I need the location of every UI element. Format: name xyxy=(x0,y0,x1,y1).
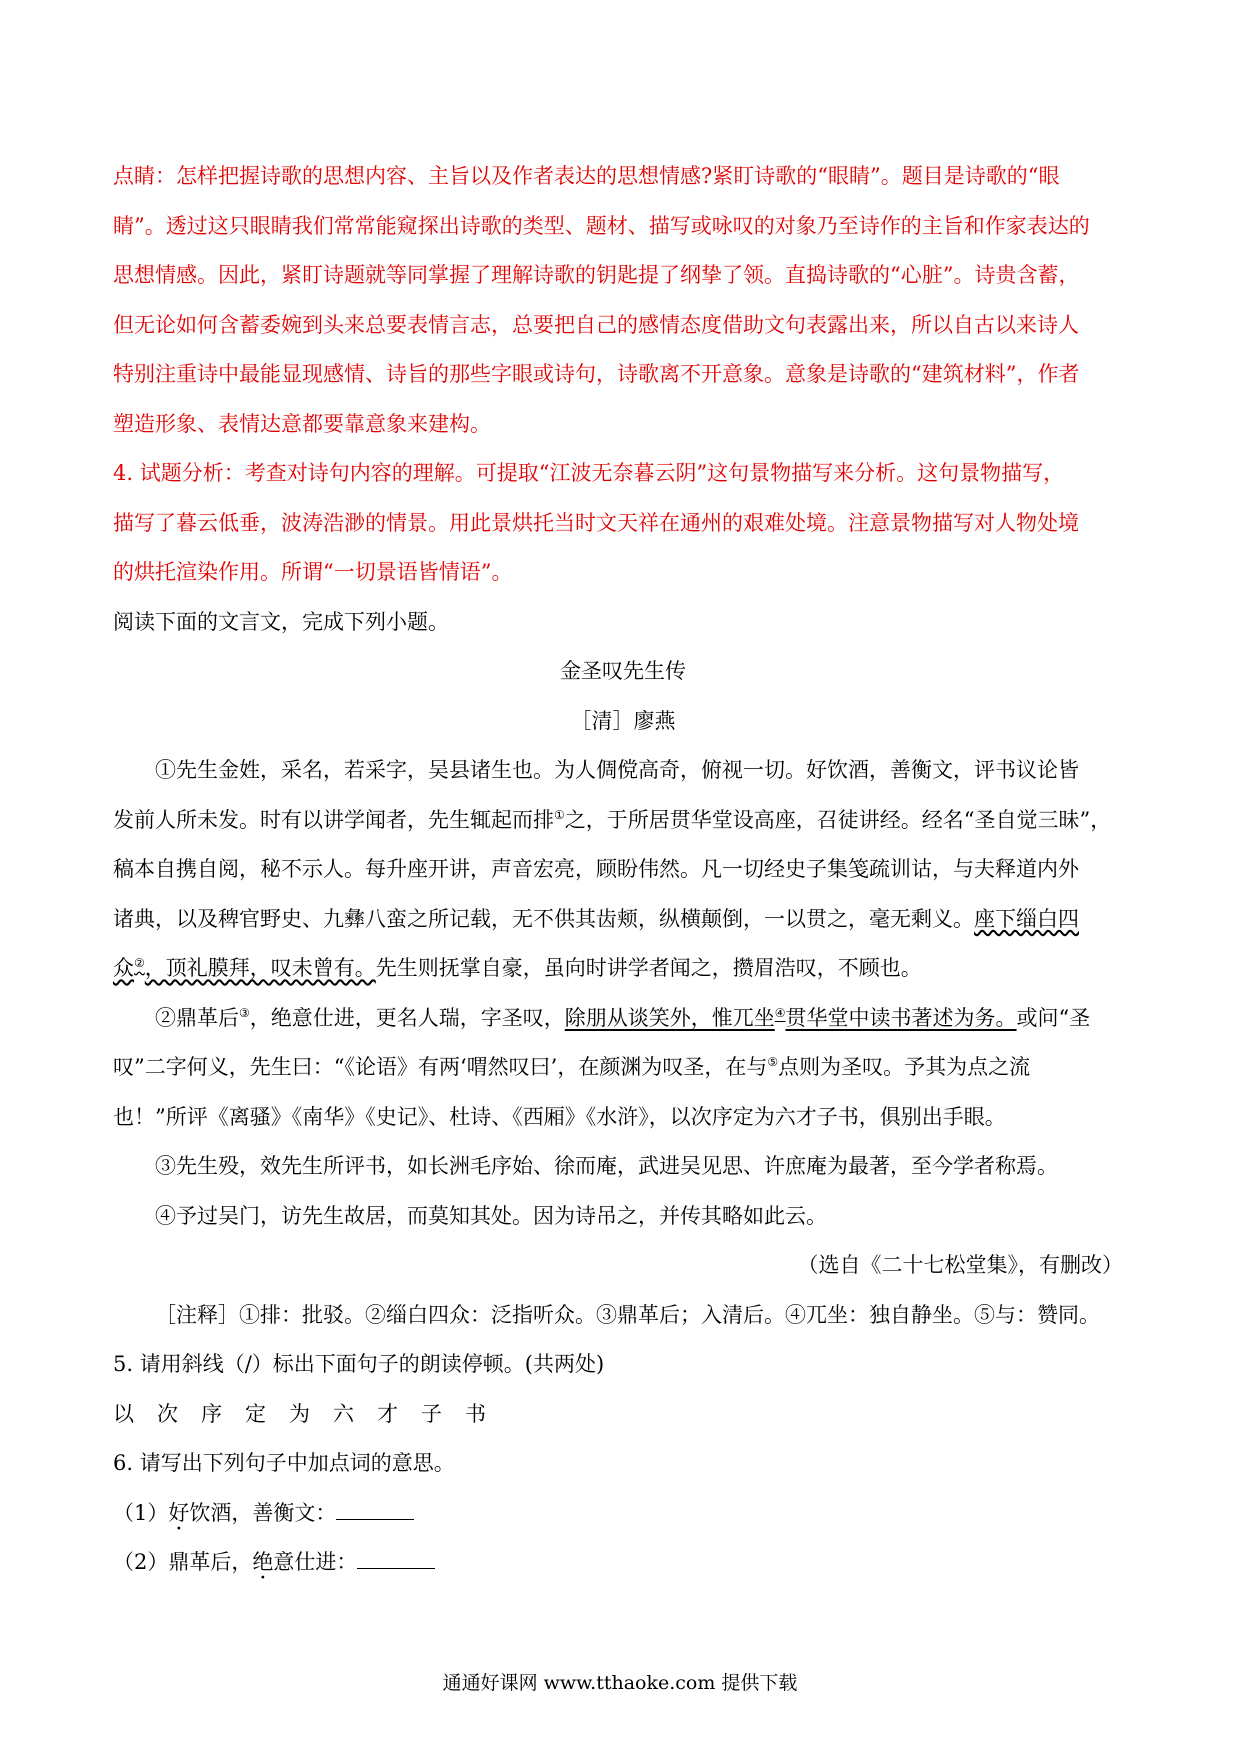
answer-blank[interactable] xyxy=(357,1550,435,1569)
para2-text: ，绝意仕进，更名人瑞，字圣叹， xyxy=(249,1005,565,1030)
q5-char: 次 xyxy=(157,1401,178,1426)
answer-blank[interactable] xyxy=(336,1501,414,1520)
analysis-q3-line-5: 特别注重诗中最能显现感情、诗旨的那些字眼或诗句，诗歌离不开意象。意象是诗歌的“建筑材料”，作者 xyxy=(113,362,1080,386)
passage-author: ［清］廖燕 xyxy=(570,708,676,733)
passage-title: 金圣叹先生传 xyxy=(560,659,686,683)
q5-char: 书 xyxy=(465,1401,486,1426)
analysis-q3-line-4: 但无论如何含蓄委婉到头来总要表情言志，总要把自己的感情态度借助文句表露出来，所以自古以来诗人 xyxy=(113,312,1079,337)
underlined-sentence: 贯华堂中读书著述为务。 xyxy=(785,1005,1017,1030)
analysis-q4-line-2: 描写了暮云低垂，波涛浩渺的情景。用此景烘托当时文天祥在通州的艰难处境。注意景物描写对人物处境 xyxy=(113,510,1079,535)
passage-notes: ［注释］①排：批驳。②缁白四众：泛指听众。③鼎革后；入清后。④兀坐：独自静坐。⑤与：赞同。 xyxy=(155,1302,1100,1327)
analysis-q3-line-3: 思想情感。因此，紧盯诗题就等同掌握了理解诗歌的钥匙提了纲挚了领。直捣诗歌的“心脏”。诗贵含蓄， xyxy=(113,263,1080,287)
q5-char: 定 xyxy=(245,1401,266,1426)
para2-text: 或问“圣 xyxy=(1016,1005,1091,1030)
para2-text: 点则为圣叹。予其为点之流 xyxy=(778,1055,1031,1079)
q6-item-number: （1） xyxy=(113,1500,169,1525)
para2-line-1 xyxy=(113,994,1133,1044)
question-6-item-2 xyxy=(113,1538,1133,1588)
para1-line-5 xyxy=(113,944,1133,994)
analysis-q3-line-1: 点睛：怎样把握诗歌的思想内容、主旨以及作者表达的思想情感?紧盯诗歌的“眼睛”。题目是诗歌的“眼 xyxy=(113,164,1060,188)
para1-text: 之，于所居贯华堂设高座，召徒讲经。经名“圣自觉三昧”， xyxy=(564,807,1112,832)
para1-line-1: ①先生金姓，采名，若采字，吴县诸生也。为人倜傥高奇，俯视一切。好饮酒，善衡文，评书议论皆 xyxy=(155,758,1079,782)
para2-text: ②鼎革后 xyxy=(155,1005,239,1030)
para1-line-3: 稿本自携自阅，秘不示人。每升座开讲，声音宏亮，顾盼伟然。凡一切经史子集笺疏训诂，与夫释道内外 xyxy=(113,857,1079,881)
dotted-word: 绝 xyxy=(252,1550,274,1574)
question-5-sentence xyxy=(113,1390,1133,1440)
q5-char: 以 xyxy=(113,1401,134,1426)
q6-item-text: （2）鼎革后， xyxy=(113,1550,253,1574)
analysis-q4-line-1: 4. 试题分析：考查对诗句内容的理解。可提取“江波无奈暮云阴”这句景物描写来分析。这句景物描写， xyxy=(113,461,1065,485)
analysis-q3-line-2: 睛”。透过这只眼睛我们常常能窥探出诗歌的类型、题材、描写或咏叹的对象乃至诗作的主旨和作家表达的 xyxy=(113,213,1090,238)
analysis-q3-line-6: 塑造形象、表情达意都要靠意象来建构。 xyxy=(113,411,491,436)
document-page xyxy=(113,152,1133,1588)
reading-instruction: 阅读下面的文言文，完成下列小题。 xyxy=(113,609,449,634)
page-footer: 通通好课网 www.tthaoke.com 提供下载 xyxy=(442,1672,798,1694)
passage-paragraph-4: ④予过吴门，访先生故居，而莫知其处。因为诗吊之，并传其略如此云。 xyxy=(155,1203,827,1228)
wavy-underlined-sentence: ，顶礼膜拜，叹未曾有。 xyxy=(144,956,376,980)
question-5-prompt: 5. 请用斜线（/）标出下面句子的朗读停顿。(共两处) xyxy=(113,1352,605,1376)
para2-line-2 xyxy=(113,1043,1133,1093)
note-ref-5: ⑤ xyxy=(767,1055,779,1069)
passage-source: （选自《二十七松堂集》，有删改） xyxy=(797,1253,1123,1277)
dotted-word: 好 xyxy=(168,1500,190,1525)
q6-item-text: 饮酒，善衡文： xyxy=(189,1500,337,1525)
q5-char: 子 xyxy=(421,1401,442,1426)
q5-char: 序 xyxy=(201,1401,222,1426)
para2-text: 叹”二字何义，先生曰：“《论语》有两‘喟然叹曰’，在颜渊为叹圣，在与 xyxy=(113,1055,768,1079)
question-6-prompt: 6. 请写出下列句子中加点词的意思。 xyxy=(113,1451,455,1475)
analysis-q4 xyxy=(113,449,1133,598)
note-ref-1: ① xyxy=(554,807,565,822)
wavy-underlined-sentence: 众 xyxy=(113,956,134,980)
q5-char: 为 xyxy=(289,1401,310,1426)
q5-char: 才 xyxy=(377,1401,398,1426)
para1-line-2 xyxy=(113,796,1133,846)
para1-text: 诸典，以及稗官野史、九彝八蛮之所记载，无不供其齿颊，纵横颠倒，一以贯之，毫无剩义。 xyxy=(113,906,974,931)
para2-line-3: 也！”所评《离骚》《南华》《史记》、杜诗、《西厢》《水浒》，以次序定为六才子书，俱别出手眼。 xyxy=(113,1104,1006,1129)
q6-item-text: 意仕进： xyxy=(273,1550,358,1574)
underlined-sentence: 除朋从谈笑外，惟兀坐 xyxy=(564,1005,775,1030)
note-ref-2: ② xyxy=(134,956,145,970)
question-6-item-1 xyxy=(113,1489,1133,1539)
analysis-q3 xyxy=(113,152,1133,449)
note-ref-3: ③ xyxy=(239,1005,250,1020)
passage-paragraph-3: ③先生殁，效先生所评书，如长洲毛序始、徐而庵，武进吴见思、许庶庵为最著，至今学者称焉。 xyxy=(155,1154,1058,1178)
para1-text: 发前人所未发。时有以讲学闻者，先生辄起而排 xyxy=(113,807,554,832)
passage-paragraph-1 xyxy=(113,746,1133,994)
passage-paragraph-2 xyxy=(113,994,1133,1143)
para1-line-4 xyxy=(113,895,1133,945)
analysis-q4-line-3: 的烘托渲染作用。所谓“一切景语皆情语”。 xyxy=(113,560,513,584)
para1-text: 先生则抚掌自豪，虽向时讲学者闻之，攒眉浩叹，不顾也。 xyxy=(375,956,922,980)
note-ref-4: ④ xyxy=(774,1005,786,1020)
wavy-underlined-sentence: 座下缁白四 xyxy=(974,906,1079,931)
q5-char: 六 xyxy=(333,1401,354,1426)
